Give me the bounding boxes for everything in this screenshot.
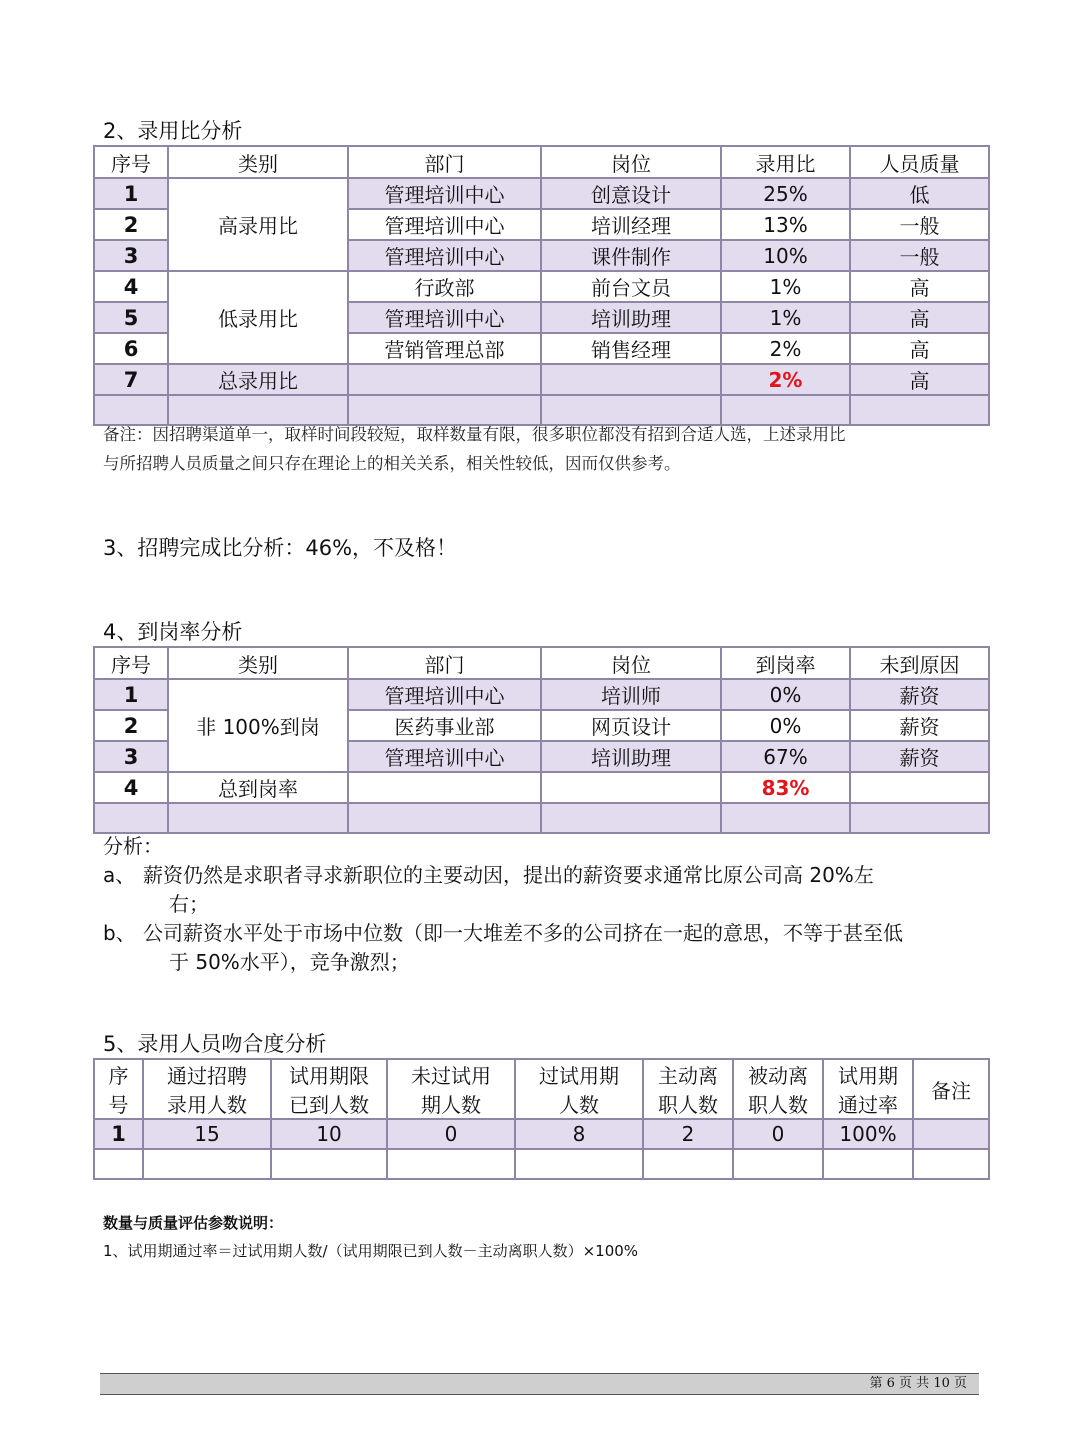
empty-cell	[348, 364, 541, 395]
dept-cell: 管理培训中心	[348, 178, 541, 209]
dept-cell: 管理培训中心	[348, 679, 541, 710]
page-number: 第 6 页 共 10 页	[869, 1376, 967, 1391]
item-label: a、	[103, 863, 136, 887]
row-number: 1	[94, 679, 168, 710]
dept-cell: 管理培训中心	[348, 302, 541, 333]
empty-cell	[850, 772, 989, 803]
total-ratio: 2%	[721, 364, 850, 395]
analysis-item	[103, 919, 983, 977]
reason-cell: 薪资	[850, 741, 989, 772]
rate-cell: 0%	[721, 710, 850, 741]
header-cell: 录用比	[721, 146, 850, 178]
header-cell: 人员质量	[850, 146, 989, 178]
post-cell: 培训助理	[541, 302, 721, 333]
header-cell: 序号	[94, 146, 168, 178]
header-cell: 类别	[168, 146, 348, 178]
reason-cell: 薪资	[850, 710, 989, 741]
total-row	[94, 364, 989, 395]
ratio-cell: 1%	[721, 302, 850, 333]
header-cell: 过试用期 人数	[515, 1059, 643, 1119]
category-cell: 高录用比	[168, 178, 348, 271]
note-line: 备注：因招聘渠道单一，取样时间段较短，取样数量有限，很多职位都没有招到合适人选，上述录用比	[103, 425, 846, 444]
hire-ratio-table	[93, 145, 990, 426]
quality-cell: 高	[850, 333, 989, 364]
rate-cell: 0%	[721, 679, 850, 710]
dept-cell: 行政部	[348, 271, 541, 302]
header-cell: 试用期 通过率	[823, 1059, 913, 1119]
quality-cell: 一般	[850, 240, 989, 271]
row-number: 2	[94, 209, 168, 240]
post-cell: 创意设计	[541, 178, 721, 209]
dept-cell: 管理培训中心	[348, 209, 541, 240]
analysis-block	[103, 832, 983, 977]
row-number: 5	[94, 302, 168, 333]
post-cell: 网页设计	[541, 710, 721, 741]
table-header-row	[94, 146, 989, 178]
quality-cell: 低	[850, 178, 989, 209]
table-row	[94, 178, 989, 209]
table-row	[94, 271, 989, 302]
row-number: 4	[94, 271, 168, 302]
data-cell: 0	[387, 1119, 515, 1149]
data-cell: 2	[643, 1119, 733, 1149]
arrival-rate-table	[93, 646, 990, 834]
row-number: 1	[94, 1119, 143, 1149]
row-number: 3	[94, 741, 168, 772]
section3-text: 3、招聘完成比分析：46%，不及格！	[103, 536, 458, 560]
item-label: b、	[103, 921, 136, 945]
row-number: 3	[94, 240, 168, 271]
analysis-item	[103, 861, 983, 919]
category-cell: 非 100%到岗	[168, 679, 348, 772]
table-row	[94, 1119, 989, 1149]
item-text: 于 50%水平），竞争激烈；	[169, 950, 410, 974]
item-text: 右；	[169, 892, 209, 916]
data-cell: 0	[733, 1119, 823, 1149]
post-cell: 培训师	[541, 679, 721, 710]
reason-cell: 薪资	[850, 679, 989, 710]
data-cell: 10	[271, 1119, 387, 1149]
table-row	[94, 679, 989, 710]
data-cell: 100%	[823, 1119, 913, 1149]
note-line: 与所招聘人员质量之间只存在理论上的相关关系，相关性较低，因而仅供参考。	[103, 454, 681, 473]
quality-cell: 一般	[850, 209, 989, 240]
header-cell: 试用期限 已到人数	[271, 1059, 387, 1119]
header-cell: 岗位	[541, 647, 721, 679]
data-cell: 8	[515, 1119, 643, 1149]
dept-cell: 管理培训中心	[348, 240, 541, 271]
empty-row	[94, 1149, 989, 1179]
header-cell: 类别	[168, 647, 348, 679]
header-cell: 到岗率	[721, 647, 850, 679]
header-cell: 被动离 职人数	[733, 1059, 823, 1119]
quality-cell: 高	[850, 271, 989, 302]
ratio-cell: 25%	[721, 178, 850, 209]
page-footer	[100, 1373, 979, 1395]
empty-row	[94, 803, 989, 833]
section4-heading: 4、到岗率分析	[103, 620, 243, 644]
post-cell: 前台文员	[541, 271, 721, 302]
rate-cell: 67%	[721, 741, 850, 772]
dept-cell: 管理培训中心	[348, 741, 541, 772]
table-header-row	[94, 647, 989, 679]
header-cell: 备注	[913, 1059, 989, 1119]
header-cell: 部门	[348, 146, 541, 178]
header-cell: 部门	[348, 647, 541, 679]
table-header-row	[94, 1059, 989, 1119]
ratio-cell: 10%	[721, 240, 850, 271]
category-cell: 低录用比	[168, 271, 348, 364]
section5-heading: 5、录用人员吻合度分析	[103, 1032, 327, 1056]
item-text: 薪资仍然是求职者寻求新职位的主要动因，提出的薪资要求通常比原公司高 20%左	[143, 863, 874, 887]
section2-heading: 2、录用比分析	[103, 119, 243, 143]
total-row	[94, 772, 989, 803]
row-number: 4	[94, 772, 168, 803]
header-cell: 序 号	[94, 1059, 143, 1119]
row-number: 7	[94, 364, 168, 395]
params-title: 数量与质量评估参数说明：	[103, 1214, 284, 1232]
analysis-title: 分析：	[103, 834, 163, 858]
ratio-cell: 13%	[721, 209, 850, 240]
post-cell: 课件制作	[541, 240, 721, 271]
total-label: 总到岗率	[168, 772, 348, 803]
header-cell: 未到原因	[850, 647, 989, 679]
item-text: 公司薪资水平处于市场中位数（即一大堆差不多的公司挤在一起的意思，不等于甚至低	[143, 921, 903, 945]
row-number: 6	[94, 333, 168, 364]
fit-analysis-table	[93, 1058, 990, 1180]
dept-cell: 营销管理总部	[348, 333, 541, 364]
post-cell: 培训经理	[541, 209, 721, 240]
header-cell: 序号	[94, 647, 168, 679]
data-cell	[913, 1119, 989, 1149]
header-cell: 主动离 职人数	[643, 1059, 733, 1119]
header-cell: 岗位	[541, 146, 721, 178]
empty-cell	[541, 364, 721, 395]
row-number: 1	[94, 178, 168, 209]
post-cell: 培训助理	[541, 741, 721, 772]
dept-cell: 医药事业部	[348, 710, 541, 741]
quality-cell: 高	[850, 364, 989, 395]
empty-cell	[348, 772, 541, 803]
total-label: 总录用比	[168, 364, 348, 395]
quality-cell: 高	[850, 302, 989, 333]
post-cell: 销售经理	[541, 333, 721, 364]
ratio-cell: 1%	[721, 271, 850, 302]
header-cell: 未过试用 期人数	[387, 1059, 515, 1119]
data-cell: 15	[143, 1119, 271, 1149]
section2-note	[103, 420, 846, 478]
row-number: 2	[94, 710, 168, 741]
ratio-cell: 2%	[721, 333, 850, 364]
total-rate: 83%	[721, 772, 850, 803]
empty-cell	[541, 772, 721, 803]
params-line: 1、试用期通过率＝过试用期人数/（试用期限已到人数－主动离职人数）×100%	[103, 1242, 639, 1260]
header-cell: 通过招聘 录用人数	[143, 1059, 271, 1119]
